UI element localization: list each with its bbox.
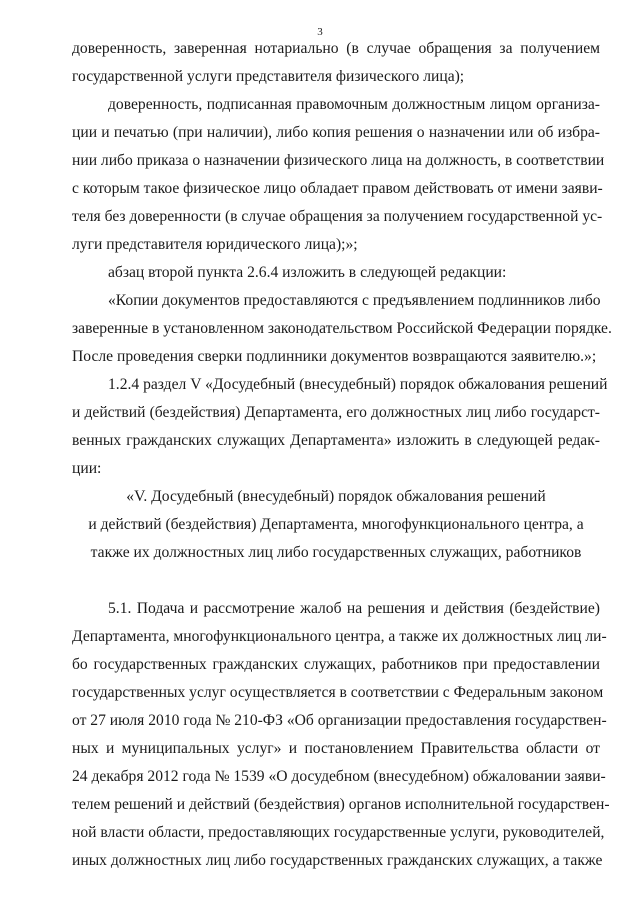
text-line: луги представителя юридического лица);»; <box>72 236 358 253</box>
text-line: доверенность, подписанная правомочным должностным лицом организа- <box>108 96 600 113</box>
text-line: ции и печатью (при наличии), либо копия решения о назначении или об избра- <box>72 124 600 141</box>
text-line: бо государственных гражданских служащих, работников при предоставлении <box>72 656 600 673</box>
text-line: венных гражданских служащих Департамента» изложить в следующей редак- <box>72 432 600 449</box>
text-line: доверенность, заверенная нотариально (в случае обращения за получением <box>72 40 600 57</box>
text-line: от 27 июля 2010 года № 210-ФЗ «Об организации предоставления государствен- <box>72 712 607 729</box>
text-line: с которым такое физическое лицо обладает правом действовать от имени заяви- <box>72 180 603 197</box>
text-line: 24 декабря 2012 года № 1539 «О досудебном (внесудебном) обжаловании заяви- <box>72 768 606 785</box>
text-line: и действий (бездействия) Департамента, его должностных лиц либо государст- <box>72 404 600 421</box>
text-line: ных и муниципальных услуг» и постановлением Правительства области от <box>72 740 600 757</box>
text-line: ной власти области, предоставляющих государственные услуги, руководителей, <box>72 824 605 841</box>
section-heading-line: и действий (бездействия) Департамента, многофункционального центра, а <box>88 516 584 533</box>
section-heading-line: также их должностных лиц либо государственных служащих, работников <box>90 544 582 561</box>
text-line: теля без доверенности (в случае обращения за получением государственной ус- <box>72 208 603 225</box>
text-line: 5.1. Подача и рассмотрение жалоб на решения и действия (бездействие) <box>108 600 600 617</box>
text-line: государственной услуги представителя физического лица); <box>72 68 465 85</box>
text-line: абзац второй пункта 2.6.4 изложить в следующей редакции: <box>108 264 507 281</box>
text-line: иных должностных лиц либо государственных гражданских служащих, а также <box>72 852 603 869</box>
text-line: телем решений и действий (бездействия) органов исполнительной государствен- <box>72 796 610 813</box>
text-line: ции: <box>72 460 102 477</box>
text-line: Департамента, многофункционального центра, а также их должностных лиц ли- <box>72 628 607 645</box>
text-line: нии либо приказа о назначении физического лица на должность, в соответствии <box>72 152 605 169</box>
text-line: заверенные в установленном законодательством Российской Федерации порядке. <box>72 320 612 337</box>
text-line: После проведения сверки подлинники документов возвращаются заявителю.»; <box>72 348 597 365</box>
page-number: 3 <box>317 26 323 38</box>
section-heading-line: «V. Досудебный (внесудебный) порядок обжалования решений <box>126 488 546 505</box>
text-line: 1.2.4 раздел V «Досудебный (внесудебный) порядок обжалования решений <box>108 376 608 393</box>
text-line: государственных услуг осуществляется в соответствии с Федеральным законом <box>72 684 604 701</box>
text-line: «Копии документов предоставляются с предъявлением подлинников либо <box>108 292 601 309</box>
